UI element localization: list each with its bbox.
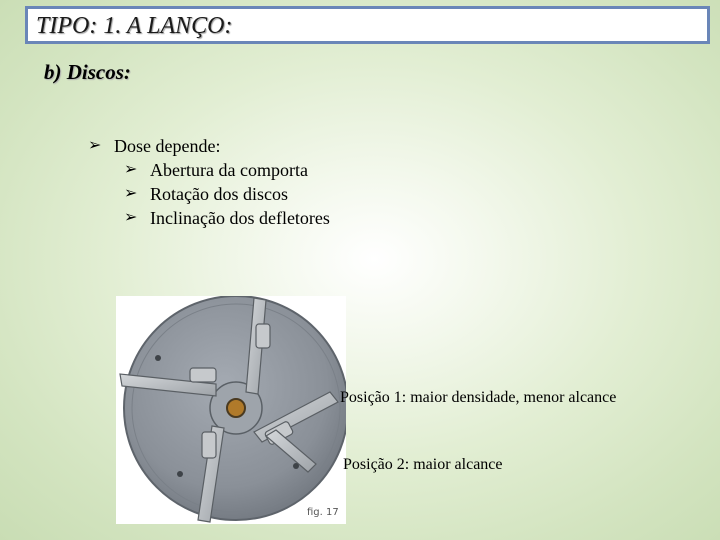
position-2-label: Posição 2: maior alcance bbox=[343, 456, 503, 473]
slide-subtitle: b) Discos: bbox=[44, 60, 131, 84]
bullet-item bbox=[124, 206, 330, 230]
spinner-disc-illustration bbox=[116, 296, 346, 524]
bullet-text: Abertura da comporta bbox=[150, 160, 308, 180]
title-box bbox=[25, 6, 710, 44]
bullet-text: Dose depende: bbox=[114, 136, 221, 156]
arrow-bullet-icon: ➢ bbox=[124, 161, 138, 178]
arrow-bullet-icon: ➢ bbox=[124, 209, 138, 226]
bolt bbox=[293, 463, 299, 469]
hub-hole bbox=[227, 399, 245, 417]
slide-title: TIPO: 1. A LANÇO: bbox=[36, 13, 233, 39]
arrow-bullet-icon: ➢ bbox=[124, 185, 138, 202]
bullet-list bbox=[88, 134, 330, 230]
bullet-item bbox=[124, 158, 330, 182]
bullet-item bbox=[88, 134, 330, 158]
bullet-text: Inclinação dos defletores bbox=[150, 208, 330, 228]
bullet-text: Rotação dos discos bbox=[150, 184, 288, 204]
position-1-label: Posição 1: maior densidade, menor alcance bbox=[340, 389, 617, 406]
bolt bbox=[177, 471, 183, 477]
figure-caption: fig. 17 bbox=[307, 507, 339, 518]
spinner-disc-photo bbox=[116, 296, 346, 524]
bolt bbox=[155, 355, 161, 361]
bullet-item bbox=[124, 182, 330, 206]
arrow-bullet-icon: ➢ bbox=[88, 137, 102, 154]
